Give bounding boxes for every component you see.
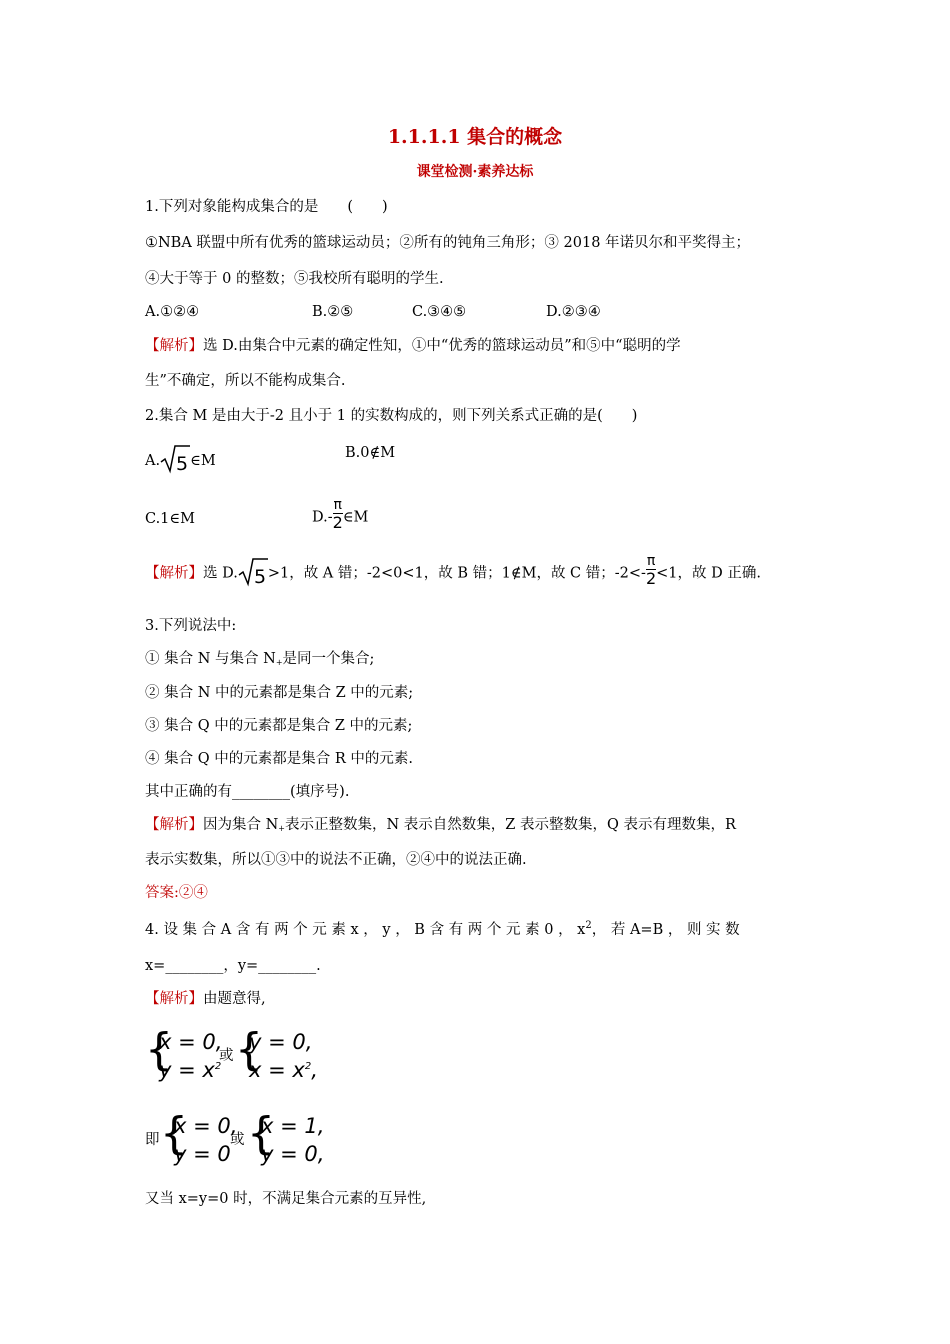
sqrt-symbol <box>238 557 268 587</box>
q3-analysis-line2: 表示实数集，所以①③中的说法不正确，②④中的说法正确. <box>145 852 527 868</box>
q3-fill-blank: 其中正确的有________(填序号). <box>145 784 350 800</box>
q1-option-b: B.②⑤ <box>312 304 354 320</box>
q3-answer: 答案:②④ <box>145 885 208 901</box>
q3-statement-4: ④ 集合 Q 中的元素都是集合 R 中的元素. <box>145 751 413 767</box>
page-subtitle: 课堂检测·素养达标 <box>416 164 534 180</box>
q4-analysis-lead: 【解析】由题意得, <box>145 991 266 1007</box>
q4-stem-line1: 4. 设 集 合 A 含 有 两 个 元 素 x ， y ， B 含 有 两 个 元 素 0 ， $x^2$， 若 A=B ， 则 实 数 <box>145 920 740 938</box>
q1-analysis-text: 选 D.由集合中元素的确定性知，①中“优秀的篮球运动员”和⑤中“聪明的学 <box>203 338 681 354</box>
q1-option-c: C.③④⑤ <box>412 304 467 320</box>
q1-option-d: D.②③④ <box>546 304 601 320</box>
q3-analysis-line1: 【解析】因为集合 $N_+$表示正整数集，N 表示自然数集，Z 表示整数集，Q 表示有理数集，R <box>145 817 736 833</box>
q2-option-c: C.1∈M <box>145 511 195 527</box>
q1-analysis-line1 <box>145 339 681 354</box>
q3-statement-2: ② 集合 N 中的元素都是集合 Z 中的元素; <box>145 685 414 701</box>
equation-system-1: { x = 0, $y = x^2$ 或 { y = 0, $x = x^2$, <box>145 1024 318 1082</box>
q1-option-a: A.①②④ <box>145 304 200 320</box>
q3-statement-1: ① 集合 N 与集合 $N_+$是同一个集合; <box>145 651 375 667</box>
q2-option-d: D.- $\frac{\pi}{2}$ ∈M <box>312 497 369 532</box>
q1-stem: 1.下列对象能构成集合的是 ( ) <box>145 199 388 215</box>
q3-statement-3: ③ 集合 Q 中的元素都是集合 Z 中的元素; <box>145 718 413 734</box>
q2-option-b: B.0∉M <box>345 445 396 461</box>
fraction-pi-over-2: $\frac{\pi}{2}$ <box>332 497 343 532</box>
q1-analysis-line2: 生”不确定，所以不能构成集合. <box>145 373 346 389</box>
sqrt-symbol <box>160 444 190 474</box>
sqrt-arg: 5 <box>176 453 189 474</box>
svg-text:5: 5 <box>253 565 266 587</box>
q4-stem-line2: x=________，y=________. <box>145 958 321 974</box>
fraction-pi-over-2: $\frac{\pi}{2}$ <box>645 553 657 588</box>
q4-conclusion: 又当 x=y=0 时，不满足集合元素的互异性, <box>145 1191 427 1207</box>
q2-option-a: A. 5 ∈M <box>145 446 216 476</box>
q2-analysis: 【解析】选 D. 5 >1，故 A 错；-2<0<1，故 B 错；1∉M，故 C 错；-2<- $\frac{\pi}{2}$ <1，故 D 正确. <box>145 553 761 588</box>
q3-stem: 3.下列说法中: <box>145 618 237 634</box>
q2-stem: 2.集合 M 是由大于-2 且小于 1 的实数构成的，则下列关系式正确的是( ) <box>145 408 638 424</box>
q1-items-line2: ④大于等于 0 的整数；⑤我校所有聪明的学生. <box>145 271 444 287</box>
q1-items-line1: ①NBA 联盟中所有优秀的篮球运动员；②所有的钝角三角形；③ 2018 年诺贝尔和平奖得主； <box>145 235 751 251</box>
page-title: 1.1.1.1 集合的概念 <box>387 126 563 148</box>
analysis-tag: 【解析】 <box>145 338 203 354</box>
equation-system-2: 即 { x = 0, y = 0 或 { x = 1, y = 0, <box>145 1108 325 1166</box>
